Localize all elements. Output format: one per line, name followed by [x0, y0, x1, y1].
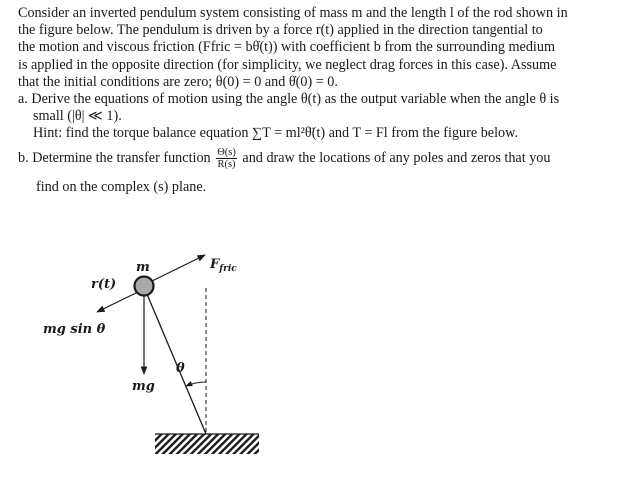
- ground-hatch: [155, 434, 259, 454]
- intro-line-2: the figure below. The pendulum is driven by a force r(t) applied in the direction tangential to: [18, 22, 543, 39]
- mg-sin-theta-label: mg sin θ: [43, 322, 106, 337]
- friction-label: [209, 257, 237, 274]
- part-b-after: and draw the locations of any poles and zeros that you: [238, 149, 551, 166]
- fraction-numerator: Θ(s): [217, 146, 236, 158]
- tangential-force-arrow: [97, 292, 138, 312]
- part-b-before: b. Determine the transfer function: [18, 149, 215, 166]
- friction-force-arrow: [150, 255, 205, 282]
- intro-line-5: that the initial conditions are zero; θ(0) = 0 and θ̇(0) = 0.: [18, 73, 338, 90]
- mg-label: mg: [132, 379, 155, 394]
- rt-label: r(t): [91, 277, 117, 292]
- part-a-line-2: small (|θ| ≪ 1).: [33, 108, 122, 125]
- intro-line-4: is applied in the opposite direction (for simplicity, we neglect drag forces in this case). Assume: [18, 56, 557, 73]
- fraction-denominator: R(s): [217, 158, 236, 170]
- theta-label: θ: [176, 361, 185, 376]
- part-a-line-1: a. Derive the equations of motion using the angle θ(t) as the output variable when the angle θ is: [18, 91, 560, 108]
- intro-line-3: the motion and viscous friction (Ffric = bθ̇(t)) with coefficient b from the surrounding medium: [18, 39, 555, 56]
- pendulum-rod: [144, 287, 206, 434]
- part-a-hint: Hint: find the torque balance equation ∑T = ml²θ̈(t) and T = Fl from the figure below.: [33, 125, 519, 142]
- theta-angle-arc: [186, 382, 206, 386]
- intro-line-1: Consider an inverted pendulum system consisting of mass m and the length l of the rod shown in: [18, 5, 568, 21]
- part-b-line-2: find on the complex (s) plane.: [36, 178, 207, 195]
- mass-label: m: [136, 260, 150, 275]
- pendulum-mass: [135, 277, 154, 296]
- friction-label-sub: fric: [219, 264, 237, 274]
- friction-label-main: F: [210, 257, 220, 272]
